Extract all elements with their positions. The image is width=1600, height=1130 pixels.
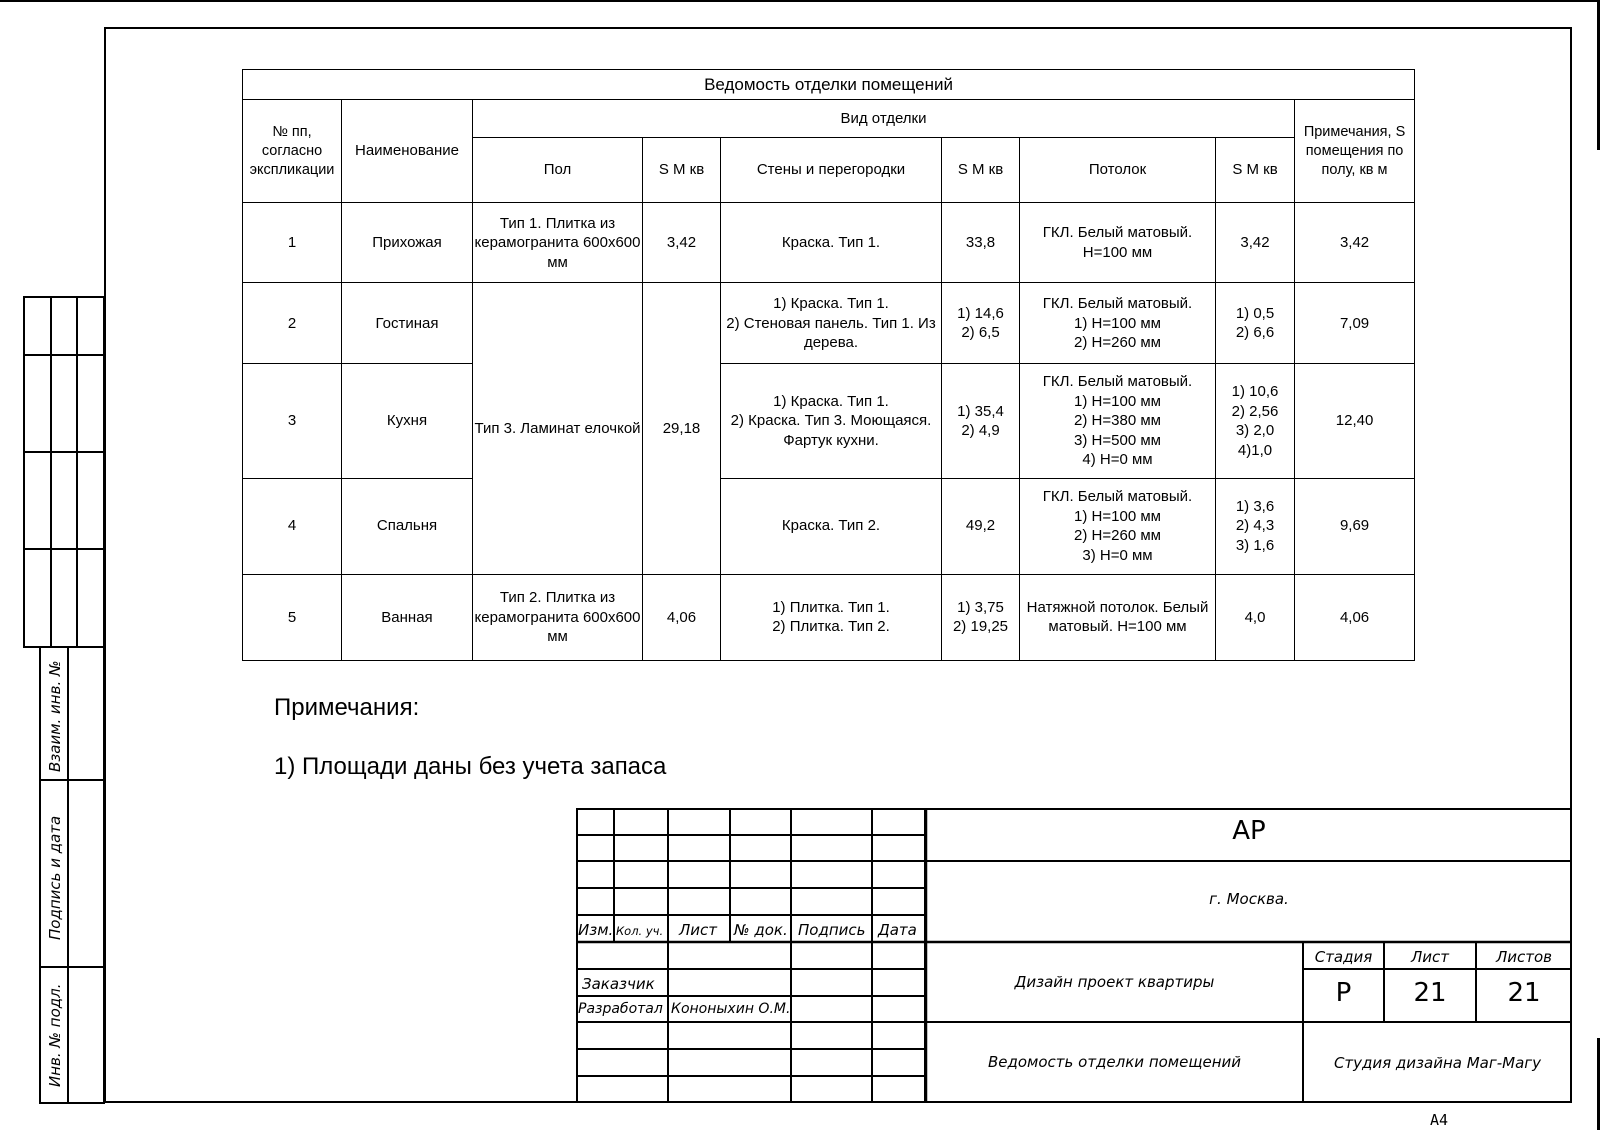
stage-value: Р (1335, 978, 1352, 1008)
table-row (243, 203, 1415, 283)
finishing-schedule-table (242, 69, 1415, 661)
cell-num: 5 (243, 574, 342, 660)
cell-ceiling: ГКЛ. Белый матовый. 1) Н=100 мм 2) Н=380 мм 3) Н=500 мм 4) Н=0 мм (1020, 364, 1216, 478)
cell-ceiling-area: 1) 0,5 2) 6,6 (1216, 283, 1295, 364)
col-header-change: Изм. (578, 921, 614, 939)
cell-num: 2 (243, 283, 342, 364)
sheet-value: 21 (1413, 978, 1447, 1008)
sheet-label: Лист (1410, 948, 1449, 966)
cell-num: 3 (243, 364, 342, 478)
cell-name: Прихожая (342, 203, 473, 283)
sheets-label: Листов (1495, 948, 1553, 966)
sheet-title: Ведомость отделки помещений (987, 1053, 1242, 1071)
cell-ceiling: Натяжной потолок. Белый матовый. Н=100 мм (1020, 574, 1216, 660)
header-finish-type: Вид отделки (473, 100, 1295, 138)
customer-label: Заказчик (582, 975, 655, 993)
header-walls-area: S М кв (942, 138, 1020, 203)
cell-name: Кухня (342, 364, 473, 478)
studio-name: Студия дизайна Маг-Магу (1333, 1054, 1542, 1072)
inv-ref-label: Взаим. инв. № (46, 660, 64, 772)
header-ceiling: Потолок (1020, 138, 1216, 203)
col-header-doc: № док. (734, 921, 788, 939)
col-header-sheet: Лист (679, 921, 718, 939)
cell-floor-merged: Тип 3. Ламинат елочкой (473, 283, 643, 574)
stage-label: Стадия (1314, 948, 1373, 966)
cell-name: Ванная (342, 574, 473, 660)
header-floor-area: S М кв (643, 138, 721, 203)
cell-walls-area: 1) 35,4 2) 4,9 (942, 364, 1020, 478)
top-border-line (0, 0, 1600, 2)
cell-ceiling: ГКЛ. Белый матовый. Н=100 мм (1020, 203, 1216, 283)
table-row (243, 364, 1415, 478)
cell-floor: Тип 1. Плитка из керамогранита 600х600 мм (473, 203, 643, 283)
col-header-date: Дата (878, 921, 917, 939)
side-stamp-grid (0, 0, 110, 1110)
cell-remarks: 3,42 (1295, 203, 1415, 283)
cell-floor-area: 3,42 (643, 203, 721, 283)
cell-ceiling-area: 1) 10,6 2) 2,56 3) 2,0 4)1,0 (1216, 364, 1295, 478)
cell-ceiling-area: 3,42 (1216, 203, 1295, 283)
cell-walls-area: 1) 3,75 2) 19,25 (942, 574, 1020, 660)
cell-ceiling-area: 1) 3,6 2) 4,3 3) 1,6 (1216, 478, 1295, 574)
col-header-signature: Подпись (798, 921, 866, 939)
sheets-value: 21 (1507, 978, 1541, 1008)
header-remarks: Примечания, S помещения по полу, кв м (1295, 100, 1415, 203)
notes-item: 1) Площади даны без учета запаса (274, 753, 667, 780)
cell-walls: 1) Плитка. Тип 1. 2) Плитка. Тип 2. (721, 574, 942, 660)
cell-walls: Краска. Тип 1. (721, 203, 942, 283)
developer-label: Разработал (578, 1001, 663, 1017)
cell-walls-area: 49,2 (942, 478, 1020, 574)
header-floor: Пол (473, 138, 643, 203)
cell-walls-area: 1) 14,6 2) 6,5 (942, 283, 1020, 364)
project-name: Дизайн проект квартиры (1014, 973, 1215, 991)
cell-walls: 1) Краска. Тип 1. 2) Стеновая панель. Тип 1. Из дерева. (721, 283, 942, 364)
cell-ceiling: ГКЛ. Белый матовый. 1) Н=100 мм 2) Н=260 мм (1020, 283, 1216, 364)
col-header-qty: Кол. уч. (616, 924, 664, 938)
header-name: Наименование (342, 100, 473, 203)
table-row (243, 574, 1415, 660)
cell-walls: 1) Краска. Тип 1. 2) Краска. Тип 3. Моющаяся. Фартук кухни. (721, 364, 942, 478)
cell-name: Гостиная (342, 283, 473, 364)
cell-num: 1 (243, 203, 342, 283)
signature-date-label: Подпись и дата (46, 815, 64, 940)
cell-floor: Тип 2. Плитка из керамогранита 600х600 мм (473, 574, 643, 660)
cell-remarks: 7,09 (1295, 283, 1415, 364)
cell-walls-area: 33,8 (942, 203, 1020, 283)
notes-title: Примечания: (274, 694, 420, 721)
cell-ceiling: ГКЛ. Белый матовый. 1) Н=100 мм 2) Н=260 мм 3) Н=0 мм (1020, 478, 1216, 574)
header-ceiling-area: S М кв (1216, 138, 1295, 203)
cell-walls: Краска. Тип 2. (721, 478, 942, 574)
developer-name: Кононыхин О.М. (671, 1001, 791, 1017)
header-walls: Стены и перегородки (721, 138, 942, 203)
table-title: Ведомость отделки помещений (243, 70, 1415, 100)
cell-ceiling-area: 4,0 (1216, 574, 1295, 660)
inv-orig-label: Инв. № подл. (46, 983, 64, 1087)
cell-remarks: 12,40 (1295, 364, 1415, 478)
table-row (243, 478, 1415, 574)
title-block (576, 808, 1572, 1103)
cell-floor-area-merged: 29,18 (643, 283, 721, 574)
cell-remarks: 4,06 (1295, 574, 1415, 660)
header-num: № пп, согласно экспликации (243, 100, 342, 203)
cell-floor-area: 4,06 (643, 574, 721, 660)
doc-code: АР (1232, 816, 1266, 846)
format-label: А4 (1430, 1111, 1449, 1129)
cell-name: Спальня (342, 478, 473, 574)
cell-num: 4 (243, 478, 342, 574)
cell-remarks: 9,69 (1295, 478, 1415, 574)
table-row (243, 283, 1415, 364)
city: г. Москва. (1209, 890, 1289, 908)
